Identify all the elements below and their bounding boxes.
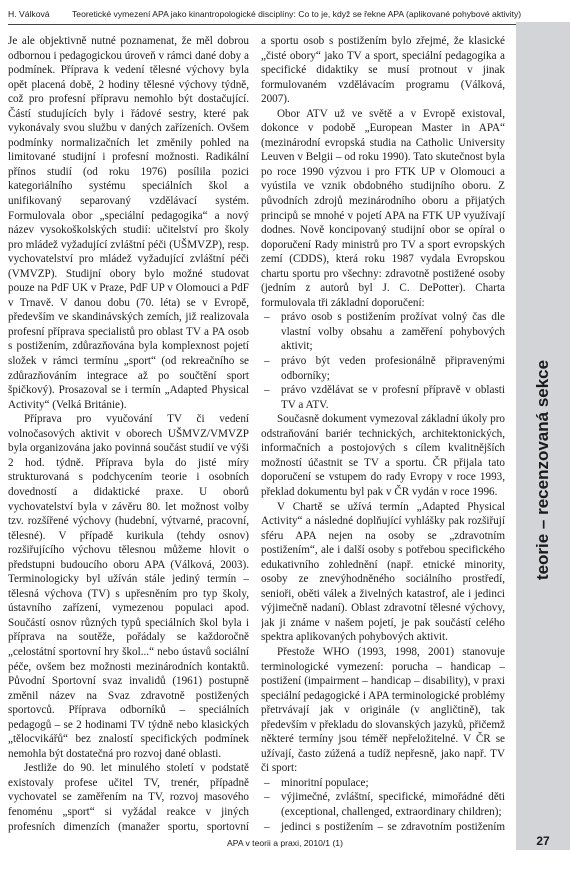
header-author: H. Válková: [8, 9, 50, 19]
paragraph: Je ale objektivně nutné poznamenat, že měl dobrou odbornou i pedagogickou úroveň v rámci dané doby a podmínek. Příprava k vedení tělesné výchovy byla opět placená době, 2 hodiny tělesné výchovy týdně, což pro profesní přípravu nemohlo být dostačující. Částí studujících byly i řádové sestry, které pak vykonávaly svou službu v daných zařízeních. Ovšem podmínky normalizačních let změnily pohled na limitované studijní i profesní možnosti. Radikální přínos studií (od roku 1976) posílila pozici kategoriálního systému speciálních škol a unifikovaný separovaný vzdělávací systém. Formulovala obor „speciální pedagogika“ a nový název vysokoškolských studií: učitelství pro školy pro mládež vyžadující zvláštní péči (UŠMVZP), resp. vychovatelství pro mládež vyžadující zvláštní péči (VMVZP). Studijní obory bylo možné studovat pouze na PdF UK v Praze, PdF UP v Olomouci a PdF v Trnavě. V danou dobu (70. léta) se v Evropě, především ve skandinávských zemích, již realizovala profesní příprava specialistů pro oblast TV a PA osob s postižením, zdůrazňována byla komplexnost pojetí složek v rámci termínu „sport“ (od rekreačního se zdůrazňováním integrace až po součtění sport špičkový). Prosazoval se i termín „Adapted Physical Activity“ (Velká Británie).: [8, 35, 249, 411]
right-column: [261, 34, 505, 834]
paragraph: Příprava pro vyučování TV či vedení volnočasových aktivit v oborech UŠMVZ/VMVZP byla organizována jako povinná součást studií ve výši 2 hod. týdně. Příprava byla do jisté míry strukturovaná s podchycením teorie i osobních dovedností a didaktické praxe. U oborů vychovatelství byla v závěru 80. let možnost volby tzv. rozšířené výchovy (hudební, výtvarné, pracovní, tělesné). V případě kurikula (tehdy osnov) rozšiřujícího výchovu tělesnou můžeme hlovit o předstupni budoucího oboru APA (Válková, 2003). Terminologicky byl užíván stále jediný termín – tělesná výchova (TV) s upřesněním pro typ školy, ústavního zařízení, vymezenou populaci apod. Součástí osnov různých typů speciálních škol byla i příprava na soutěže, pořádaly se každoročně „celostátní sportovní hry škol...“ nebo ústavů sociální péče, ovšem bez možnosti mezinárodních kontaktů. Původní Sportovní svaz invalidů (1961) postupně změnil název na Svaz zdravotně postižených sportovců. Příprava odborníků – speciálních pedagogů – se 2 hodinami TV týdně nebo klasických „tělocvikářů“ bez znalostí specifických podmínek nemohla být dostatečná pro rozvoj dané oblasti.: [8, 413, 249, 760]
journal-footer: APA v teorii a praxi, 2010/1 (1): [227, 838, 343, 848]
recommendations-list: [261, 310, 505, 412]
list-item: – výjimečné, zvláštní, specifické, mimořádné děti (exceptional, challenged, extraordinary children);: [261, 790, 505, 819]
paragraph: V Chartě se užívá termín „Adapted Physical Activity“ a následné doplňující vyhlášky pak rozšiřují sféru APA nejen na osoby se „zdravotním postižením“, ale i další osoby s potřebou specifického edukativního zohlednění (např. etnické minority, osoby ze znevýhodněného sociálního prostředí, senioři, oběti válek a živelných katastrof, ale i jedinci výjimečně nadaní). Oblast zdravotní tělesné výchovy, jak ji známe v našem pojetí, je pak součástí celého spektra aplikovaných pohybových aktivit.: [261, 500, 505, 644]
running-header: [8, 6, 562, 22]
list-item: – právo vzdělávat se v profesní přípravě v oblasti TV a ATV.: [261, 383, 505, 412]
terminology-list: [261, 776, 505, 834]
header-title: Teoretické vymezení APA jako kinantropologické disciplíny: Co to je, když se řekne APA (aplikované pohybové aktivity): [72, 9, 522, 19]
paragraph: Jestliže do 90. let minulého století v podstatě existovaly profese učitel TV, trenér, případně vychovatel se zaměřením na TV, rozvoj masového fenoménu „sport“ si vyžádal reakce v jiných profesních dimenzích (manažer sportu, sportovní: [8, 762, 249, 833]
paragraph: Přestože WHO (1993, 1998, 2001) stanovuje terminologické vymezení: porucha – handicap – postižení (impairment – handicap – disability), v praxi speciální pedagogické i APA terminologické problémy přetrvávají jak v originále (v angličtině), tak především v překladu do slovanských jazyků, přičemž některé termíny jsou téměř nepřeložitelné. V ČR se užívají, často zúžená a tudíž nepřesně, jako např. TV či sport:: [261, 645, 505, 775]
paragraph: Současně dokument vymezoval základní úkoly pro odstraňování bariér technických, architektonických, informačních a postojových s cílem kvalitnějších možností účastnit se TV a sportu. ČR přijala tato doporučení se vstupem do rady Evropy v roce 1993, překlad dokumentu byl pak v ČR vydán v roce 1996.: [261, 413, 505, 498]
page-number: 27: [536, 834, 550, 848]
header-rule: [8, 24, 562, 25]
paragraph: Obor ATV už ve světě a v Evropě existoval, dokonce v podobě „European Master in APA“ (mezinárodní evropská studia na Catholic University Leuven v Belgii – od roku 1990). Tato skutečnost byla po roce 1990 výzvou i pro FTK UP v Olomouci a vyústila ve vznik obdobného studijního oboru. Z původních zdrojů mezinárodního oboru a přijatých principů se mnohé v pojetí APA na FTK UP využívají dodnes. Nově koncipovaný studijní obor se opíral o doporučení Rady ministrů pro TV a sport evropských zemí (CDDS), která roku 1987 vydala Evropskou chartu sportu pro všechny: zdravotně postižené osoby (jedním z autorů byl J. C. DePotter). Charta formulovala tři základní doporučení:: [261, 107, 505, 309]
section-label-text: teorie – recenzovaná sekce: [533, 359, 552, 581]
left-column: [8, 34, 249, 834]
list-item: – právo osob s postižením prožívat volný čas dle vlastní volby obsahu a zaměření pohybových aktivit;: [261, 310, 505, 354]
list-item: – právo být veden profesionálně připravenými odborníky;: [261, 354, 505, 383]
list-item: – minoritní populace;: [261, 776, 505, 791]
paragraph: a sportu osob s postižením bylo zřejmé, že klasické „čisté obory“ jako TV a sport, speciální pedagogika a specifické didaktiky se musí protnout v jinak formulovaném vzdělávacím programu (Válková, 2007).: [261, 35, 505, 106]
list-item: – jedinci s postižením – se zdravotním postižením: [261, 820, 505, 834]
